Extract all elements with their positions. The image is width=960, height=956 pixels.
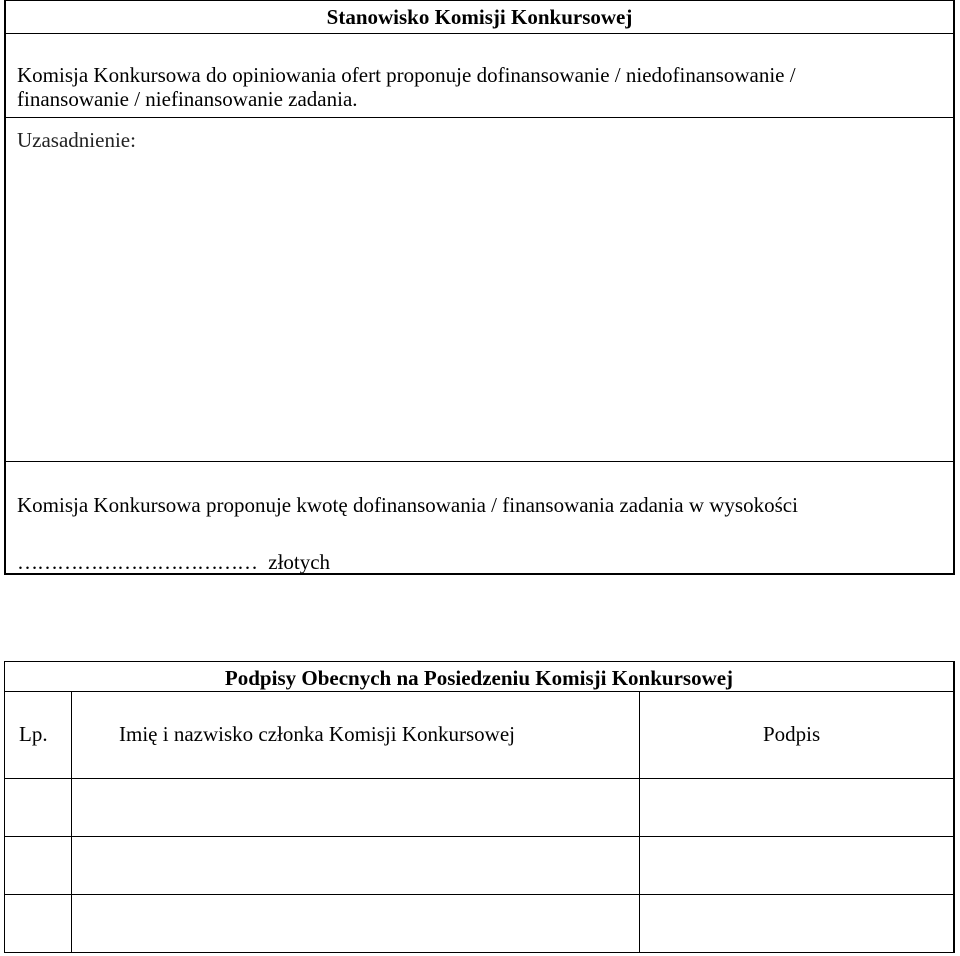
column-header-signature: Podpis — [763, 722, 821, 746]
column-header-lp: Lp. — [19, 722, 48, 746]
cell-signature[interactable] — [640, 837, 953, 894]
amount-entry — [17, 550, 330, 575]
cell-signature[interactable] — [640, 895, 953, 952]
amount-text: Komisja Konkursowa proponuje kwotę dofinansowania / finansowania zadania w wysokości — [17, 493, 798, 517]
amount-row — [6, 462, 953, 574]
statement-title-row — [6, 1, 953, 34]
table-row — [5, 837, 953, 894]
cell-name[interactable] — [72, 779, 639, 836]
signature-table-title: Podpisy Obecnych na Posiedzeniu Komisji Konkursowej — [224, 666, 734, 690]
justification-label: Uzasadnienie: — [17, 128, 136, 152]
cell-signature[interactable] — [640, 779, 953, 836]
cell-lp[interactable] — [5, 779, 71, 836]
statement-title: Stanowisko Komisji Konkursowej — [326, 5, 633, 29]
proposal-row — [6, 34, 953, 118]
justification-field[interactable] — [6, 118, 953, 462]
column-header-name: Imię i nazwisko członka Komisji Konkursowej — [119, 722, 516, 746]
table-row — [5, 779, 953, 836]
cell-name[interactable] — [72, 837, 639, 894]
proposal-line-2: finansowanie / niefinansowanie zadania. — [17, 87, 358, 111]
cell-lp[interactable] — [5, 895, 71, 952]
statement-box — [4, 0, 955, 575]
proposal-text — [17, 63, 943, 111]
cell-name[interactable] — [72, 895, 639, 952]
cell-lp[interactable] — [5, 837, 71, 894]
proposal-line-1: Komisja Konkursowa do opiniowania ofert proponuje dofinansowanie / niedofinansowanie / — [17, 63, 796, 87]
amount-unit: złotych — [268, 550, 331, 574]
signature-table — [4, 661, 955, 953]
table-row — [5, 895, 953, 952]
signature-table-header — [5, 662, 953, 692]
amount-blank[interactable]: ……………………………… — [17, 550, 257, 574]
